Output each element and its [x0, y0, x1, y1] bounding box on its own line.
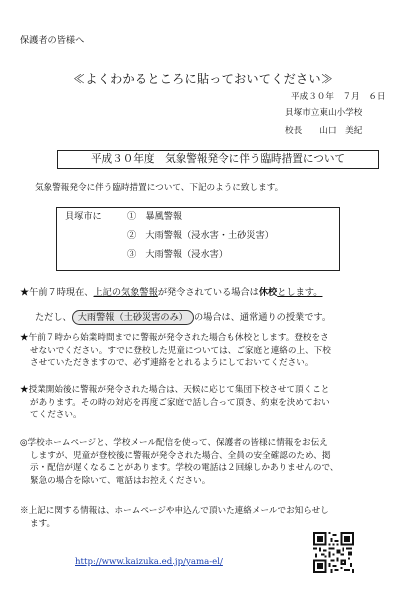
paragraph-line: 緊急の場合を除いて、電話はお控えください。 — [30, 475, 211, 486]
warning-item: ② 大雨警報（浸水害・土砂災害） — [127, 230, 274, 241]
school-url-link[interactable] — [75, 549, 223, 568]
notice-prefix: ★午前７時現在、 — [20, 287, 94, 298]
closure-notice — [20, 287, 322, 299]
paragraph-line: せないでください。すでに登校した児童については、ご家庭と連絡の上、下校 — [30, 345, 331, 356]
notice-suffix: とします。 — [277, 287, 323, 298]
paragraph-line: させていただきますので、必ず連絡をとれるようにしておいてください。 — [30, 358, 314, 369]
date: 平成３０年 ７月 ６日 — [291, 92, 386, 102]
paragraph-line: ◎学校ホームページと、学校メール配信を使って、保護者の皆様に情報をお伝え — [20, 438, 328, 448]
page-heading: ≪よくわかるところに貼っておいてください≫ — [73, 72, 334, 86]
paragraph-line: てください。 — [30, 410, 82, 421]
qr-code-icon — [313, 532, 354, 573]
note-paragraph — [20, 505, 329, 530]
city-label: 貝塚市に — [65, 211, 102, 222]
principal-name: 校長 山口 美紀 — [285, 126, 363, 136]
school-name: 貝塚市立東山小学校 — [285, 108, 363, 118]
warning-item: ① 暴風警報 — [127, 211, 183, 222]
notice-middle: が発令されている場合は — [157, 287, 259, 298]
paragraph-line: があります。その時の対応を再度ご家庭で話し合って頂き、約束を決めておい — [30, 397, 330, 408]
paragraph-line: ★午前７時から始業時間までに警報が発令された場合も休校とします。登校をさ — [20, 333, 329, 343]
warning-reference: 上記の気象警報 — [93, 287, 158, 298]
warning-list-box — [56, 207, 340, 271]
exception-prefix: ただし、 — [35, 312, 72, 323]
paragraph-line: しますが、児童が登校後に警報が発令された場合、全員の安全確認のため、掲 — [30, 450, 331, 461]
notice-title: 平成３０年度 気象警報発令に伴う臨時措置について — [57, 150, 379, 169]
school-url[interactable]: http://www.kaizuka.ed.jp/yama-el/ — [75, 557, 223, 567]
website-paragraph — [20, 437, 339, 487]
greeting: 保護者の皆様へ — [20, 35, 85, 46]
morning-paragraph — [20, 332, 331, 370]
paragraph-line: 示・配信が遅くなることがあります。学校の電話は２回線しかありませんので、 — [30, 463, 339, 474]
paragraph-line: ※上記に関する情報は、ホームページや申込んで頂いた連絡メールでお知らせし — [20, 506, 329, 516]
paragraph-line: ★授業開始後に警報が発令された場合は、天候に応じて集団下校させて頂くこと — [20, 385, 330, 395]
warning-item: ③ 大雨警報（浸水害） — [127, 249, 229, 260]
during-class-paragraph — [20, 384, 330, 422]
exception-warning: 大雨警報（土砂災害のみ） — [72, 310, 194, 325]
exception-suffix: の場合は、通常通りの授業です。 — [194, 312, 332, 323]
intro-text: 気象警報発令に伴う臨時措置について、下記のように致します。 — [35, 183, 284, 193]
closure-word: 休校 — [258, 287, 278, 298]
paragraph-line: ます。 — [30, 518, 56, 529]
exception-notice — [35, 310, 331, 325]
